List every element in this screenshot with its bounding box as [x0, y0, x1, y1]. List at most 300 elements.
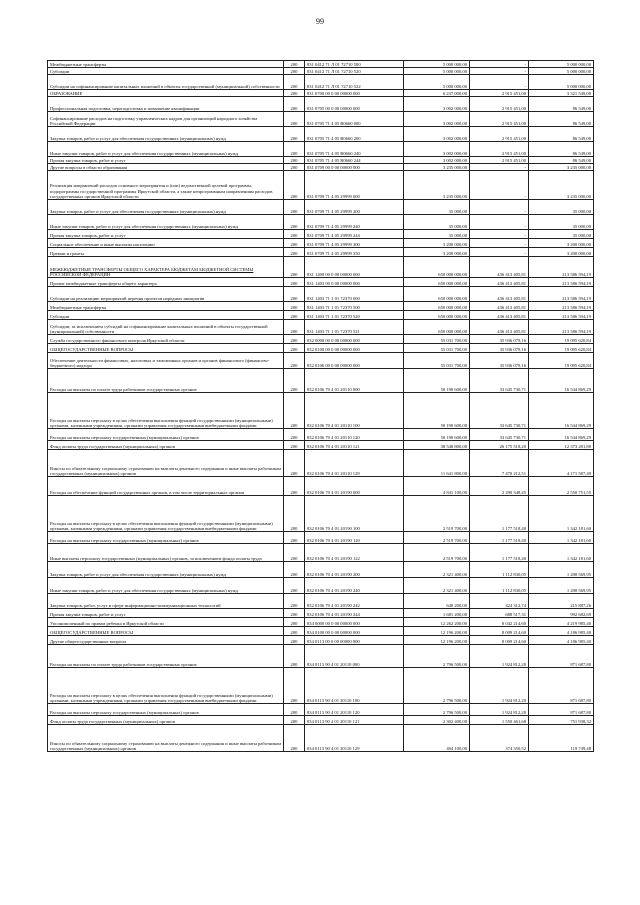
row-remaining-cell: 992 682,69	[529, 609, 594, 618]
row-code-cell: 200	[284, 239, 305, 248]
row-code-cell: 200	[284, 112, 305, 127]
table-row	[48, 344, 594, 353]
row-approved-cell: 5 000 000,00	[404, 68, 470, 75]
row-approved-cell: 640 200,00	[404, 594, 470, 609]
row-name-cell: ОБРАЗОВАНИЕ	[48, 90, 284, 97]
row-code-cell: 200	[284, 157, 305, 164]
table-row	[48, 112, 594, 127]
table-row	[48, 257, 594, 278]
row-remaining-cell: 119 749,48	[529, 725, 594, 752]
row-approved-cell: 50 190 600,00	[404, 393, 470, 429]
row-code-cell: 200	[284, 142, 305, 157]
row-name-cell: Фонд оплаты труда государственных (муниципальных) органов	[48, 441, 284, 450]
row-kbk-cell: 832 0106 70 4 01 20190 120	[305, 532, 404, 544]
table-row	[48, 609, 594, 618]
row-executed-cell: -	[470, 171, 529, 200]
table-row	[48, 171, 594, 200]
row-kbk-cell: 834 0113 00 0 00 00000 000	[305, 636, 404, 645]
row-approved-cell: 650 000 000,00	[404, 287, 470, 302]
row-name-cell: Иные закупки товаров, работ и услуг для обеспечения государственных (муниципальных) нужд	[48, 215, 284, 230]
row-kbk-cell: 831 1403 71 1 01 72370 521	[305, 320, 404, 335]
row-kbk-cell: 831 0709 71 4 05 29999 240	[305, 215, 404, 230]
table-row	[48, 627, 594, 636]
row-name-cell: Межбюджетные трансферты	[48, 302, 284, 311]
row-remaining-cell: 1 342 181,60	[529, 496, 594, 532]
table-row	[48, 311, 594, 320]
row-name-cell: Расходы на выплаты по оплате труда работников государственных органов	[48, 369, 284, 393]
table-row	[48, 704, 594, 716]
budget-execution-table	[47, 60, 594, 752]
row-kbk-cell: 832 0106 70 4 01 20190 122	[305, 544, 404, 562]
row-kbk-cell: 832 0106 00 0 00 00000 000	[305, 353, 404, 369]
row-approved-cell: 1 681 200,00	[404, 609, 470, 618]
row-approved-cell: 650 000 000,00	[404, 311, 470, 320]
row-approved-cell: 2 519 700,00	[404, 532, 470, 544]
row-remaining-cell: 5 000 000,00	[529, 68, 594, 75]
row-executed-cell: 436 413 405,81	[470, 320, 529, 335]
row-approved-cell: 2 302 400,00	[404, 716, 470, 725]
row-kbk-cell: 834 0113 90 4 01 20110 120	[305, 704, 404, 716]
row-approved-cell: 3 235 000,00	[404, 171, 470, 200]
table-row	[48, 157, 594, 164]
row-kbk-cell: 832 0106 70 4 01 20190 244	[305, 609, 404, 618]
row-kbk-cell: 834 0113 90 4 01 20110 000	[305, 645, 404, 668]
row-code-cell: 200	[284, 353, 305, 369]
row-code-cell: 200	[284, 645, 305, 668]
row-remaining-cell: 86 549,00	[529, 112, 594, 127]
row-executed-cell: 1 177 518,40	[470, 544, 529, 562]
row-kbk-cell: 832 0106 70 4 01 20110 100	[305, 393, 404, 429]
row-executed-cell: 2 915 451,00	[470, 112, 529, 127]
row-code-cell: 200	[284, 544, 305, 562]
row-name-cell: Субсидии на реализацию мероприятий перечня проектов народных инициатив	[48, 287, 284, 302]
row-code-cell: 200	[284, 578, 305, 594]
row-remaining-cell: 213 586 594,19	[529, 302, 594, 311]
row-remaining-cell: 19 095 620,84	[529, 335, 594, 344]
row-approved-cell: 3 002 000,00	[404, 127, 470, 142]
row-code-cell: 200	[284, 200, 305, 215]
row-name-cell: Закупка товаров, работ, услуг в сфере информационно-коммуникационных технологий	[48, 594, 284, 609]
row-kbk-cell: 832 0100 00 0 00 00000 000	[305, 344, 404, 353]
row-code-cell: 200	[284, 335, 305, 344]
row-approved-cell: 4 841 100,00	[404, 477, 470, 496]
table-row	[48, 441, 594, 450]
row-approved-cell: 3 002 000,00	[404, 97, 470, 112]
row-approved-cell: 35 000,00	[404, 200, 470, 215]
row-code-cell: 200	[284, 68, 305, 75]
row-code-cell: 200	[284, 668, 305, 704]
row-approved-cell: 3 200 000,00	[404, 239, 470, 248]
row-remaining-cell: 86 549,00	[529, 157, 594, 164]
row-remaining-cell: 1 342 181,60	[529, 532, 594, 544]
row-approved-cell: 38 548 800,00	[404, 441, 470, 450]
table-row	[48, 335, 594, 344]
row-remaining-cell: 871 687,80	[529, 668, 594, 704]
table-row	[48, 287, 594, 302]
row-name-cell: Прочая закупка товаров, работ и услуг	[48, 609, 284, 618]
row-executed-cell: 1 112 830,05	[470, 562, 529, 578]
row-approved-cell: 2 796 500,00	[404, 704, 470, 716]
row-code-cell: 200	[284, 627, 305, 636]
row-remaining-cell: 35 000,00	[529, 230, 594, 239]
row-executed-cell: 688 517,31	[470, 609, 529, 618]
row-executed-cell: 33 645 730,71	[470, 429, 529, 441]
row-code-cell: 200	[284, 97, 305, 112]
row-executed-cell: 8 009 214,60	[470, 627, 529, 636]
row-remaining-cell: 751 938,32	[529, 716, 594, 725]
table-row	[48, 320, 594, 335]
row-code-cell: 200	[284, 441, 305, 450]
row-remaining-cell: 4 186 985,40	[529, 636, 594, 645]
row-kbk-cell: 831 0709 00 0 00 00000 000	[305, 164, 404, 171]
row-executed-cell: 8 009 214,60	[470, 636, 529, 645]
row-remaining-cell: 213 586 594,19	[529, 287, 594, 302]
row-executed-cell: 436 413 405,81	[470, 311, 529, 320]
row-kbk-cell: 831 0705 71 4 05 R0660 240	[305, 142, 404, 157]
row-code-cell: 200	[284, 171, 305, 200]
table-row	[48, 239, 594, 248]
row-kbk-cell: 831 1403 00 0 00 00000 000	[305, 278, 404, 287]
row-executed-cell: -	[470, 200, 529, 215]
row-kbk-cell: 831 0709 71 4 05 29999 000	[305, 171, 404, 200]
row-name-cell: Взносы по обязательному социальному страхованию на выплаты денежного содержания и иные выплаты работникам государственных (муниципальных) органов	[48, 725, 284, 752]
row-executed-cell: 436 413 405,81	[470, 257, 529, 278]
row-kbk-cell: 834 0113 90 4 01 20110 100	[305, 668, 404, 704]
row-code-cell: 200	[284, 609, 305, 618]
row-approved-cell: 35 000,00	[404, 215, 470, 230]
row-remaining-cell: 1 342 181,60	[529, 544, 594, 562]
row-approved-cell: 55 031 700,00	[404, 335, 470, 344]
row-executed-cell: 1 924 812,20	[470, 668, 529, 704]
row-remaining-cell: 1 208 569,95	[529, 562, 594, 578]
row-kbk-cell: 832 0106 70 4 01 20110 121	[305, 441, 404, 450]
row-kbk-cell: 832 0106 70 4 01 20190 242	[305, 594, 404, 609]
row-kbk-cell: 831 0705 71 4 05 R0660 200	[305, 127, 404, 142]
table-row	[48, 353, 594, 369]
row-approved-cell: 650 000 000,00	[404, 257, 470, 278]
row-code-cell: 200	[284, 90, 305, 97]
row-remaining-cell: 1 208 569,95	[529, 578, 594, 594]
row-approved-cell: 3 235 000,00	[404, 164, 470, 171]
row-approved-cell: 55 031 700,00	[404, 353, 470, 369]
row-executed-cell: -	[470, 164, 529, 171]
row-remaining-cell: 86 549,00	[529, 97, 594, 112]
row-code-cell: 200	[284, 725, 305, 752]
row-code-cell: 200	[284, 369, 305, 393]
row-executed-cell: 1 550 461,68	[470, 716, 529, 725]
row-code-cell: 200	[284, 320, 305, 335]
row-code-cell: 200	[284, 75, 305, 90]
row-name-cell: Закупка товаров, работ и услуг для обеспечения государственных (муниципальных) нужд	[48, 127, 284, 142]
row-remaining-cell: 213 586 594,19	[529, 320, 594, 335]
row-name-cell: Субсидии	[48, 68, 284, 75]
row-name-cell: Софинансирование расходов на подготовку управленческих кадров для организаций народного хозяйства Российской Федерации	[48, 112, 284, 127]
row-executed-cell: -	[470, 75, 529, 90]
row-executed-cell: 374 350,52	[470, 725, 529, 752]
row-name-cell: Расходы на выплаты по оплате труда работников государственных органов	[48, 645, 284, 668]
table-row	[48, 75, 594, 90]
row-name-cell: Закупка товаров, работ и услуг для обеспечения государственных (муниципальных) нужд	[48, 200, 284, 215]
row-kbk-cell: 832 0106 70 4 01 20190 200	[305, 562, 404, 578]
row-approved-cell: 35 000,00	[404, 230, 470, 239]
row-executed-cell: 2 290 348,45	[470, 477, 529, 496]
row-approved-cell: 494 100,00	[404, 725, 470, 752]
row-code-cell: 200	[284, 636, 305, 645]
row-kbk-cell: 831 0709 71 4 05 29999 200	[305, 200, 404, 215]
table-row	[48, 393, 594, 429]
row-kbk-cell: 831 1400 00 0 00 00000 000	[305, 257, 404, 278]
row-kbk-cell: 831 0705 71 4 05 R0660 244	[305, 157, 404, 164]
row-kbk-cell: 831 1403 71 1 01 72370 500	[305, 302, 404, 311]
row-approved-cell: 3 200 000,00	[404, 248, 470, 257]
row-approved-cell: 2 796 500,00	[404, 645, 470, 668]
row-executed-cell: 7 470 212,51	[470, 450, 529, 477]
row-code-cell: 200	[284, 450, 305, 477]
row-code-cell: 200	[284, 257, 305, 278]
row-approved-cell: 2 519 700,00	[404, 496, 470, 532]
row-name-cell: Прочая закупка товаров, работ и услуг	[48, 157, 284, 164]
row-kbk-cell: 831 0705 00 0 00 00000 000	[305, 97, 404, 112]
row-remaining-cell: 213 586 594,19	[529, 257, 594, 278]
table-row	[48, 215, 594, 230]
table-row	[48, 429, 594, 441]
table-row	[48, 477, 594, 496]
row-kbk-cell: 834 0113 90 4 01 20110 129	[305, 725, 404, 752]
row-name-cell: Уполномоченный по правам ребенка в Иркутской области	[48, 618, 284, 627]
row-kbk-cell: 831 0709 71 4 05 29999 350	[305, 248, 404, 257]
row-name-cell: Социальное обеспечение и иные выплаты населению	[48, 239, 284, 248]
row-approved-cell: 12 196 200,00	[404, 636, 470, 645]
row-remaining-cell: 86 549,00	[529, 127, 594, 142]
table-row	[48, 594, 594, 609]
row-approved-cell: 3 002 000,00	[404, 142, 470, 157]
row-executed-cell: 33 645 730,71	[470, 369, 529, 393]
row-approved-cell: 5 000 000,00	[404, 61, 470, 68]
table-row	[48, 200, 594, 215]
row-kbk-cell: 831 0412 71 Л 01 72710 522	[305, 75, 404, 90]
row-name-cell: Иные закупки товаров, работ и услуг для обеспечения государственных (муниципальных) нужд	[48, 578, 284, 594]
row-executed-cell: 2 915 451,00	[470, 90, 529, 97]
row-code-cell: 200	[284, 302, 305, 311]
row-name-cell: Расходы на выплаты персоналу в целях обеспечения выполнения функций государственными (муниципальными) органами, казенными учреждениями, органами управления государственными внебюджетными фондами	[48, 393, 284, 429]
row-executed-cell: 2 915 451,00	[470, 127, 529, 142]
row-executed-cell: 35 936 079,16	[470, 344, 529, 353]
row-approved-cell: 5 000 000,00	[404, 75, 470, 90]
row-remaining-cell: 19 095 620,84	[529, 344, 594, 353]
table-row	[48, 496, 594, 532]
row-executed-cell: 26 175 518,20	[470, 441, 529, 450]
row-executed-cell: 2 915 451,00	[470, 97, 529, 112]
table-row	[48, 668, 594, 704]
row-approved-cell: 650 000 000,00	[404, 278, 470, 287]
row-executed-cell: 1 177 518,40	[470, 532, 529, 544]
row-remaining-cell: 5 000 000,00	[529, 61, 594, 68]
row-approved-cell: 11 641 800,00	[404, 450, 470, 477]
row-name-cell: Расходы на выплаты персоналу государственных (муниципальных) органов	[48, 704, 284, 716]
row-remaining-cell: 16 544 869,29	[529, 393, 594, 429]
row-executed-cell: 436 413 405,81	[470, 302, 529, 311]
row-approved-cell: 2 321 400,00	[404, 562, 470, 578]
row-name-cell: Взносы по обязательному социальному страхованию на выплаты денежного содержания и иные выплаты работникам государственных (муниципальных) органов	[48, 450, 284, 477]
row-executed-cell: 1 924 812,20	[470, 645, 529, 668]
table-row	[48, 278, 594, 287]
row-approved-cell: 650 000 000,00	[404, 320, 470, 335]
table-row	[48, 127, 594, 142]
page-number: 99	[316, 17, 324, 26]
row-kbk-cell: 831 1403 71 1 01 72370 000	[305, 287, 404, 302]
row-name-cell: Закупка товаров, работ и услуг для обеспечения государственных (муниципальных) нужд	[48, 562, 284, 578]
row-kbk-cell: 831 0705 71 4 05 R0660 000	[305, 112, 404, 127]
row-kbk-cell: 832 0106 70 4 01 20190 000	[305, 477, 404, 496]
row-name-cell: Служба государственного финансового контроля Иркутской области	[48, 335, 284, 344]
row-approved-cell: 55 031 700,00	[404, 344, 470, 353]
row-code-cell: 200	[284, 562, 305, 578]
row-remaining-cell: 35 000,00	[529, 200, 594, 215]
row-name-cell: Иные закупки товаров, работ и услуг для обеспечения государственных (муниципальных) нужд	[48, 142, 284, 157]
row-remaining-cell: 3 200 000,00	[529, 248, 594, 257]
row-kbk-cell: 831 0709 71 4 05 29999 244	[305, 230, 404, 239]
row-remaining-cell: 4 171 587,49	[529, 450, 594, 477]
row-kbk-cell: 834 0000 00 0 00 00000 000	[305, 618, 404, 627]
row-remaining-cell: 213 586 594,19	[529, 311, 594, 320]
row-approved-cell: 2 519 700,00	[404, 544, 470, 562]
row-name-cell: Профессиональная подготовка, переподготовка и повышение квалификации	[48, 97, 284, 112]
row-executed-cell: 35 936 079,16	[470, 353, 529, 369]
row-executed-cell: -	[470, 215, 529, 230]
row-name-cell: Обеспечение деятельности финансовых, налоговых и таможенных органов и органов финансового (финансово-бюджетного) надзора	[48, 353, 284, 369]
row-code-cell: 200	[284, 287, 305, 302]
row-name-cell: Прочие межбюджетные трансферты общего характера	[48, 278, 284, 287]
row-code-cell: 200	[284, 215, 305, 230]
row-code-cell: 200	[284, 127, 305, 142]
row-code-cell: 200	[284, 477, 305, 496]
row-code-cell: 200	[284, 618, 305, 627]
row-kbk-cell: 831 0412 71 Л 01 72710 500	[305, 61, 404, 68]
row-code-cell: 200	[284, 716, 305, 725]
row-kbk-cell: 832 0106 70 4 01 20190 100	[305, 496, 404, 532]
table-row	[48, 230, 594, 239]
row-code-cell: 200	[284, 393, 305, 429]
row-code-cell: 200	[284, 429, 305, 441]
table-row	[48, 97, 594, 112]
row-remaining-cell: 3 235 000,00	[529, 164, 594, 171]
row-code-cell: 200	[284, 532, 305, 544]
row-code-cell: 200	[284, 248, 305, 257]
table-row	[48, 618, 594, 627]
row-remaining-cell: 16 544 869,29	[529, 429, 594, 441]
row-executed-cell: -	[470, 230, 529, 239]
row-name-cell: Расходы на выплаты персоналу государственных (муниципальных) органов	[48, 429, 284, 441]
row-kbk-cell: 832 0106 70 4 01 20110 000	[305, 369, 404, 393]
row-name-cell: Расходы на выплаты персоналу в целях обеспечения выполнения функций государственными (муниципальными) органами, казенными учреждениями, органами управления государственными внебюджетными фондами	[48, 496, 284, 532]
row-kbk-cell: 831 0412 71 Л 01 72710 520	[305, 68, 404, 75]
row-remaining-cell: 213 586 594,19	[529, 278, 594, 287]
row-name-cell: Другие общегосударственные вопросы	[48, 636, 284, 645]
row-kbk-cell: 831 0709 71 4 05 29999 300	[305, 239, 404, 248]
table-row	[48, 450, 594, 477]
row-approved-cell: 2 321 400,00	[404, 578, 470, 594]
row-remaining-cell: 3 200 000,00	[529, 239, 594, 248]
row-kbk-cell: 832 0106 70 4 01 20190 240	[305, 578, 404, 594]
table-row	[48, 725, 594, 752]
row-kbk-cell: 834 0113 90 4 01 20110 121	[305, 716, 404, 725]
row-approved-cell: 6 237 000,00	[404, 90, 470, 97]
row-approved-cell: 3 002 000,00	[404, 157, 470, 164]
row-kbk-cell: 831 0700 00 0 00 00000 000	[305, 90, 404, 97]
row-kbk-cell: 832 0000 00 0 00 00000 000	[305, 335, 404, 344]
row-approved-cell: 3 002 000,00	[404, 112, 470, 127]
row-name-cell: Расходы на обеспечение функций государственных органов, в том числе территориальных органов	[48, 477, 284, 496]
row-approved-cell: 50 190 600,00	[404, 369, 470, 393]
row-remaining-cell: 871 687,80	[529, 645, 594, 668]
row-remaining-cell: 3 235 000,00	[529, 171, 594, 200]
table-row	[48, 142, 594, 157]
table-row	[48, 636, 594, 645]
table-row	[48, 369, 594, 393]
row-code-cell: 200	[284, 61, 305, 68]
row-kbk-cell: 832 0106 70 4 01 20110 120	[305, 429, 404, 441]
row-remaining-cell: 5 000 000,00	[529, 75, 594, 90]
row-approved-cell: 2 796 500,00	[404, 668, 470, 704]
table-row	[48, 544, 594, 562]
row-name-cell: Расходы на выплаты персоналу в целях обеспечения выполнения функций государственными (муниципальными) органами, казенными учреждениями, органами управления государственными внебюджетными фондами	[48, 668, 284, 704]
table-row	[48, 532, 594, 544]
row-executed-cell: 1 924 812,20	[470, 704, 529, 716]
row-name-cell: ОБЩЕГОСУДАРСТВЕННЫЕ ВОПРОСЫ	[48, 344, 284, 353]
row-code-cell: 200	[284, 594, 305, 609]
table-row	[48, 645, 594, 668]
row-executed-cell: 35 936 079,16	[470, 335, 529, 344]
table-row	[48, 716, 594, 725]
row-executed-cell: -	[470, 68, 529, 75]
row-executed-cell: 33 645 730,71	[470, 393, 529, 429]
row-approved-cell: 50 190 600,00	[404, 429, 470, 441]
row-approved-cell: 12 262 200,00	[404, 618, 470, 627]
row-approved-cell: 12 196 200,00	[404, 627, 470, 636]
row-name-cell: Реализация направлений расходов основного мероприятия и (или) ведомственной целевой программы, подпрограммы государственной программы Иркутской области, а также непрограммным направлениям расходов государственных органов Иркутской области	[48, 171, 284, 200]
row-executed-cell: 1 112 830,05	[470, 578, 529, 594]
row-remaining-cell: 86 549,00	[529, 142, 594, 157]
row-remaining-cell: 4 219 985,40	[529, 618, 594, 627]
row-name-cell: Другие вопросы в области образования	[48, 164, 284, 171]
row-remaining-cell: 871 687,80	[529, 704, 594, 716]
table-row	[48, 68, 594, 75]
row-executed-cell: -	[470, 61, 529, 68]
row-executed-cell: 424 312,74	[470, 594, 529, 609]
row-remaining-cell: 4 186 985,40	[529, 627, 594, 636]
row-executed-cell: 436 413 405,81	[470, 278, 529, 287]
row-executed-cell: 2 915 451,00	[470, 157, 529, 164]
row-remaining-cell: 215 887,26	[529, 594, 594, 609]
row-name-cell: Прочая закупка товаров, работ и услуг	[48, 230, 284, 239]
row-code-cell: 200	[284, 278, 305, 287]
row-name-cell: Расходы на выплаты персоналу государственных (муниципальных) органов	[48, 532, 284, 544]
row-executed-cell: 436 413 405,81	[470, 287, 529, 302]
row-executed-cell: 2 915 451,00	[470, 142, 529, 157]
row-remaining-cell: 16 544 869,29	[529, 369, 594, 393]
table-row	[48, 562, 594, 578]
row-kbk-cell: 832 0106 70 4 01 20110 129	[305, 450, 404, 477]
table-row	[48, 90, 594, 97]
row-code-cell: 200	[284, 164, 305, 171]
row-code-cell: 200	[284, 704, 305, 716]
row-executed-cell: 1 177 518,40	[470, 496, 529, 532]
row-remaining-cell: 3 321 549,00	[529, 90, 594, 97]
row-name-cell: Премии и гранты	[48, 248, 284, 257]
row-approved-cell: 650 000 000,00	[404, 302, 470, 311]
row-name-cell: ОБЩЕГОСУДАРСТВЕННЫЕ ВОПРОСЫ	[48, 627, 284, 636]
table-row	[48, 302, 594, 311]
